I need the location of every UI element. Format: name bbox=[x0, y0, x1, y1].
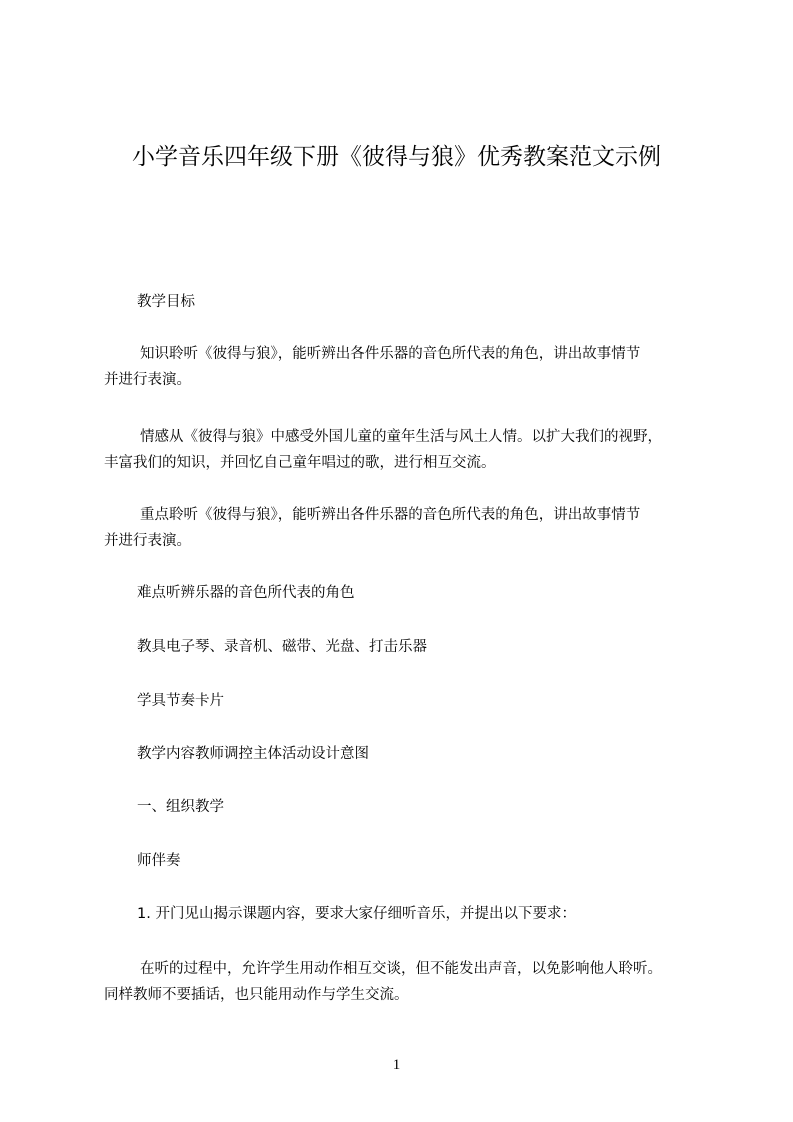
paragraph-line: 教学内容教师调控主体活动设计意图 bbox=[137, 746, 369, 762]
paragraph-line: 学具节奏卡片 bbox=[137, 693, 224, 709]
paragraph-teaching-goals bbox=[104, 289, 724, 315]
paragraph-emotion bbox=[104, 424, 724, 476]
paragraph-line: 教具电子琴、录音机、磁带、光盘、打击乐器 bbox=[137, 639, 427, 655]
paragraph-difficulty bbox=[104, 580, 724, 606]
paragraph-line: 同样教师不要插话，也只能用动作与学生交流。 bbox=[104, 987, 409, 1003]
paragraph-line: 教学目标 bbox=[137, 294, 195, 310]
paragraph-content-header bbox=[104, 741, 724, 767]
document-title: 小学音乐四年级下册《彼得与狼》优秀教案范文示例 bbox=[132, 144, 661, 170]
paragraph-accompaniment bbox=[104, 848, 724, 874]
paragraph-line: 师伴奏 bbox=[137, 853, 181, 869]
paragraph-line: 并进行表演。 bbox=[104, 533, 191, 549]
paragraph-knowledge bbox=[104, 341, 724, 393]
paragraph-step-one bbox=[104, 901, 724, 927]
paragraph-section-one bbox=[104, 794, 724, 820]
paragraph-line: 知识聆听《彼得与狼》，能听辨出各件乐器的音色所代表的角色，讲出故事情节 bbox=[140, 346, 641, 362]
paragraph-line: 在听的过程中，允许学生用动作相互交谈，但不能发出声音，以免影响他人聆听。 bbox=[140, 961, 662, 977]
page-number: 1 bbox=[392, 1057, 401, 1073]
paragraph-student-aids bbox=[104, 688, 724, 714]
paragraph-line: 难点听辨乐器的音色所代表的角色 bbox=[137, 585, 355, 601]
paragraph-line: 情感从《彼得与狼》中感受外国儿童的童年生活与风土人情。以扩大我们的视野， bbox=[140, 429, 662, 445]
paragraph-line: 并进行表演。 bbox=[104, 372, 191, 388]
paragraph-teaching-aids bbox=[104, 634, 724, 660]
paragraph-line: 丰富我们的知识，并回忆自己童年唱过的歌，进行相互交流。 bbox=[104, 455, 496, 471]
paragraph-line: 重点聆听《彼得与狼》，能听辨出各件乐器的音色所代表的角色，讲出故事情节 bbox=[140, 507, 641, 523]
paragraph-listening-rules bbox=[104, 956, 724, 1008]
paragraph-key-points bbox=[104, 502, 724, 554]
paragraph-line: 1. 开门见山揭示课题内容，要求大家仔细听音乐，并提出以下要求： bbox=[137, 906, 576, 922]
paragraph-line: 一、组织教学 bbox=[137, 799, 224, 815]
